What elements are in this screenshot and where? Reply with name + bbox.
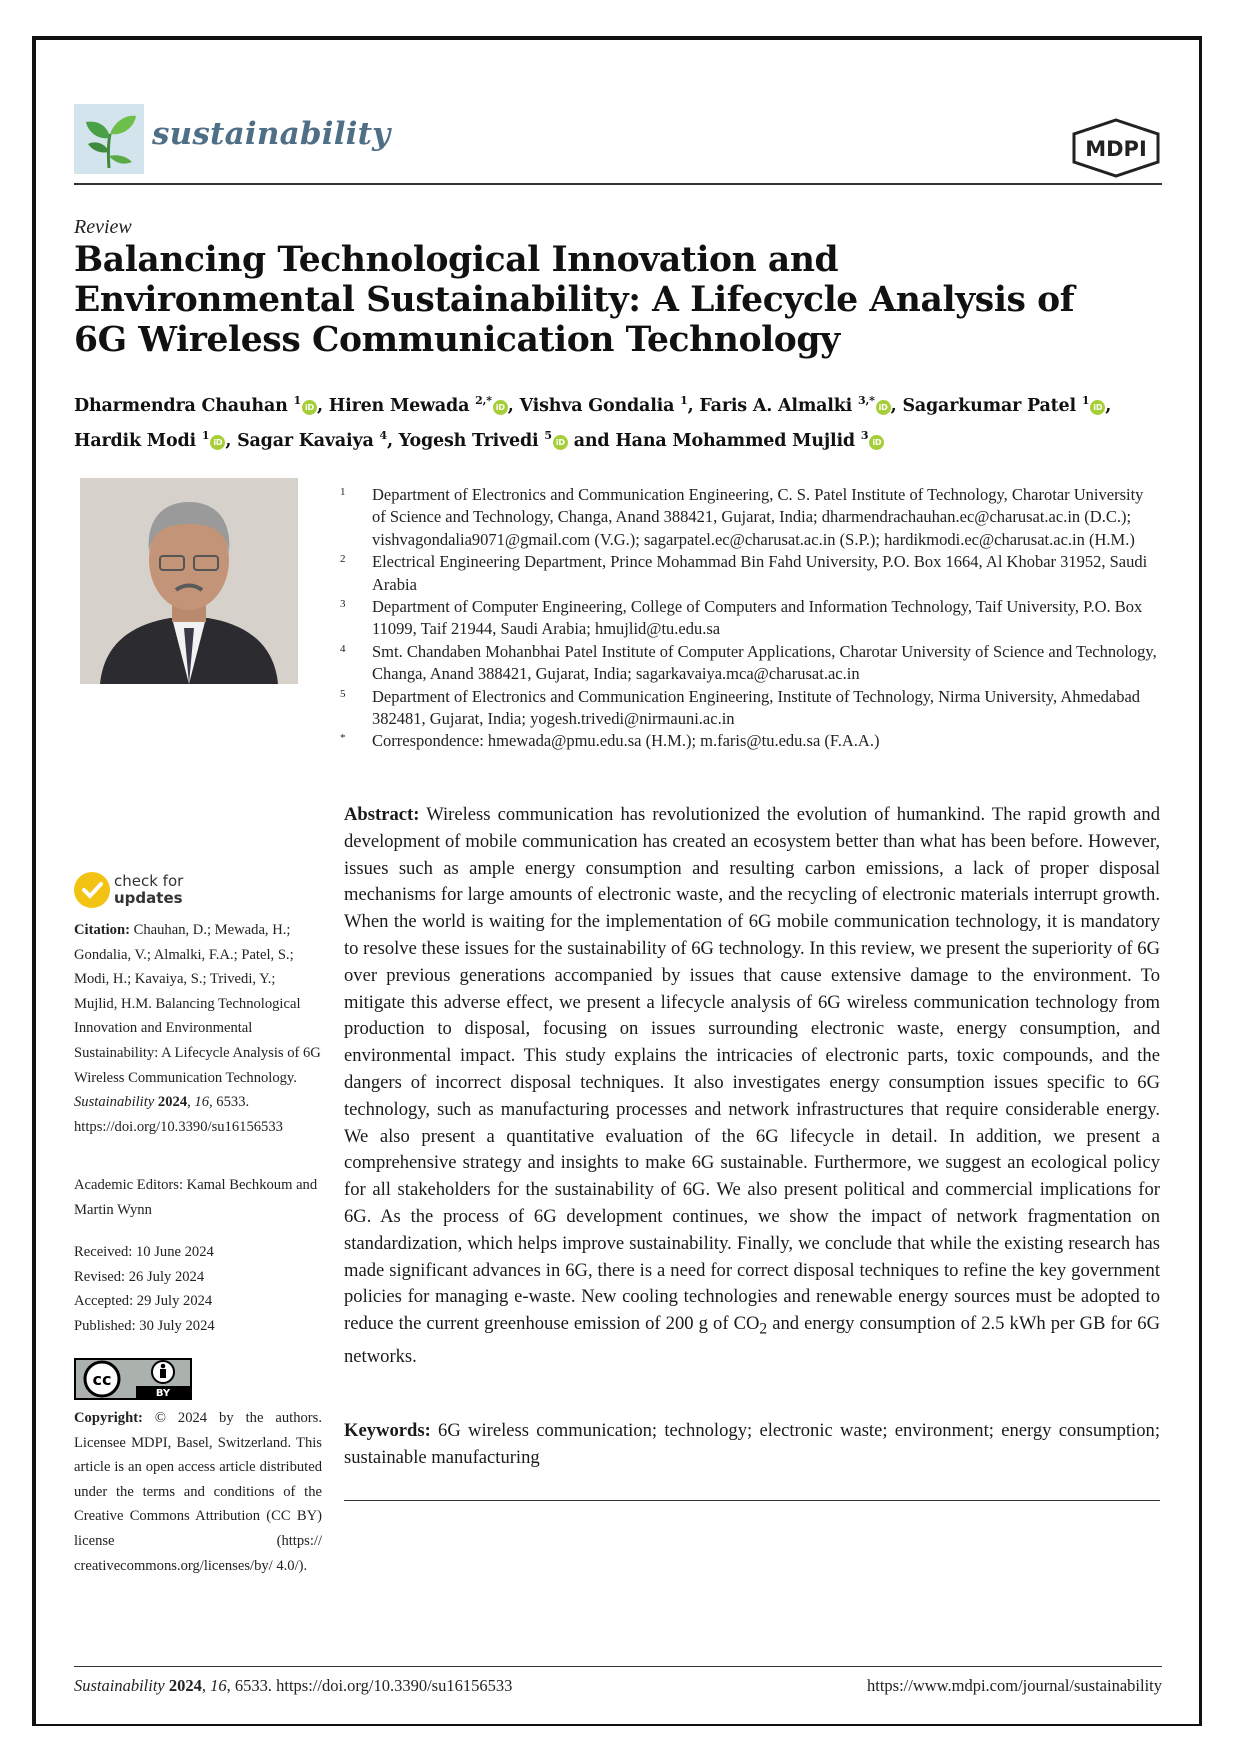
body-rule: [344, 1500, 1160, 1501]
footer-doi[interactable]: , 6533. https://doi.org/10.3390/su16156533: [226, 1676, 513, 1695]
orcid-icon[interactable]: iD: [1090, 400, 1105, 415]
affiliation-text: Department of Electronics and Communication Engineering, C. S. Patel Institute of Technology, Charotar University of Science and Technology, Changa, Anand 388421, Gujarat, India; dharmendrachauhan.ec@charusat.ac.in (D.C.); vishvagondalia9071@gmail.com (V.G.); sagarpatel.ec@charusat.ac.in (S.P.); hardikmodi.ec@charusat.ac.in (H.M.): [372, 485, 1144, 549]
published-date: Published: 30 July 2024: [74, 1317, 215, 1334]
received-date: Received: 10 June 2024: [74, 1244, 214, 1260]
keywords-text: 6G wireless communication; technology; electronic waste; environment; energy consumption; sustainable manufacturing: [344, 1420, 1160, 1468]
citation-label: Citation:: [74, 922, 130, 938]
orcid-icon[interactable]: iD: [302, 400, 317, 415]
cc-by-license-badge[interactable]: [74, 1358, 192, 1400]
affiliation-number: 4: [340, 642, 346, 655]
author-name[interactable]: Vishva Gondalia: [519, 395, 675, 416]
abstract-text: Wireless communication has revolutionized the evolution of humankind. The rapid growth and development of mobile communication has created an ecosystem better than what has been before. However, issues such as ample energy consumption and resulting carbon emissions, a lack of proper disposal mechanisms for large amounts of electronic waste, and the recycling of electronic materials interrupt growth. When the world is waiting for the implementation of 6G mobile communication technology, it is mandatory to resolve these issues for the sustainability of 6G technology. In this review, we present the superiority of 6G over previous generations accompanied by issues that cause extensive damage to the environment. To mitigate this adverse effect, we present a lifecycle analysis of 6G wireless communication technology from production to disposal, focusing on issues surrounding electronic waste, energy consumption, and environmental impact. This study explains the intricacies of electronic parts, toxic compounds, and the dangers of incorrect disposal techniques. It also investigates energy consumption issues specific to 6G technology, such as manufacturing processes and network infrastructures that require considerable energy. We also present a quantitative evaluation of the 6G lifecycle in detail. In addition, we present a comprehensive strategy and insights to make 6G sustainable. Furthermore, we suggest an ecological policy for all stakeholders for the sustainability of 6G. We also present political and commercial implications for 6G. As the process of 6G development continues, we show the impact of network fragmentation on standardization, which helps improve sustainability. Finally, we conclude that while the existing research has made significant advances in 6G, there is a need for correct disposal techniques to refine the key government policies for managing e-waste. New cooling technologies and renewable energy sources must be adopted to reduce the current greenhouse emission of 200 g of CO: [344, 804, 1160, 1335]
copyright-label: Copyright:: [74, 1410, 143, 1426]
author-name[interactable]: Hardik Modi: [74, 430, 196, 451]
footer-rule: [74, 1666, 1162, 1667]
abstract-label: Abstract:: [344, 804, 420, 825]
author-affiliation-sup: 2,*: [475, 394, 492, 407]
affiliation-number: 3: [340, 598, 346, 611]
svg-text:MDPI: MDPI: [1085, 137, 1147, 161]
author-name[interactable]: Faris A. Almalki: [699, 395, 853, 416]
author-affiliation-sup: 5: [544, 428, 552, 442]
footer-year: 2024: [168, 1676, 202, 1695]
citation-year: 2024: [157, 1094, 188, 1111]
journal-logo-icon: [74, 104, 144, 174]
check-updates-icon: [74, 872, 110, 908]
affiliation-item: [340, 641, 1160, 686]
svg-text:cc: cc: [92, 1370, 112, 1389]
citation-doi[interactable]: , 6533. https://doi.org/10.3390/su16156533: [74, 1094, 283, 1135]
footer-volume: 16: [210, 1676, 227, 1695]
affiliation-number: *: [340, 732, 346, 745]
affiliation-item: [340, 484, 1160, 551]
accepted-date: Accepted: 29 July 2024: [74, 1293, 213, 1310]
svg-text:BY: BY: [155, 1388, 171, 1399]
affiliation-number: 1: [340, 486, 346, 498]
affiliation-item: [340, 730, 1160, 752]
check-updates-line1: check for: [114, 872, 184, 890]
author-portrait: [80, 478, 298, 684]
mdpi-logo: [1070, 118, 1162, 178]
author-affiliation-sup: 1: [680, 394, 688, 407]
keywords-label: Keywords:: [344, 1420, 431, 1441]
citation-journal: Sustainability: [74, 1094, 155, 1111]
author-name[interactable]: Sagarkumar Patel: [902, 395, 1076, 416]
check-updates-line2: updates: [114, 889, 183, 907]
author-affiliation-sup: 3: [860, 428, 869, 442]
footer-url[interactable]: https://www.mdpi.com/journal/sustainability: [867, 1676, 1162, 1695]
academic-editors: Academic Editors: Kamal Bechkoum and Martin Wynn: [74, 1177, 318, 1218]
author-affiliation-sup: 3,*: [858, 394, 875, 407]
author-affiliation-sup: 4: [379, 428, 387, 442]
author-name[interactable]: Hiren Mewada: [328, 395, 470, 416]
orcid-icon[interactable]: iD: [876, 400, 891, 415]
author-affiliation-sup: 1: [201, 428, 210, 442]
revised-date: Revised: 26 July 2024: [74, 1268, 205, 1285]
affiliation-text: Smt. Chandaben Mohanbhai Patel Institute of Computer Applications, Charotar University of Science and Technology, Changa, Anand 388421, Gujarat, India; sagarkavaiya.mca@charusat.ac.in: [372, 641, 1157, 684]
affiliation-text: Department of Computer Engineering, College of Computers and Information Technology, Taif University, P.O. Box 11099, Taif 21944, Saudi Arabia; hmujlid@tu.edu.sa: [372, 597, 1143, 639]
footer-citation: Sustainability 2024, 16, 6533. https://doi.org/10.3390/su16156533: [74, 1676, 513, 1695]
footer-journal: Sustainability: [74, 1676, 165, 1695]
author-list: Dharmendra Chauhan $^1$iD , Hiren Mewada $^{2,*}$iD , Vishva Gondalia $^1$, Faris A. Almalki $^{3,*}$iD , Sagarkumar Patel $^1$iD , Hardik Modi $^1$iD , Sagar Kavaiya $^4$, Yogesh Trivedi $^5$iD and Hana Mohammed Mujlid $^3$iD: [74, 394, 1112, 451]
affiliation-text: Department of Electronics and Communication Engineering, Institute of Technology, Nirma University, Ahmedabad 382481, Gujarat, India; yogesh.trivedi@nirmauni.ac.in: [372, 686, 1141, 729]
affiliation-item: [340, 686, 1160, 731]
orcid-icon[interactable]: iD: [553, 435, 568, 450]
affiliation-number: 2: [340, 553, 346, 566]
copyright: [74, 1406, 322, 1578]
orcid-icon[interactable]: iD: [869, 435, 884, 450]
keywords: [344, 1418, 1160, 1472]
orcid-icon[interactable]: iD: [210, 435, 225, 450]
author-affiliation-sup: 1: [293, 394, 301, 407]
abstract: [344, 802, 1160, 1370]
affiliation-text: Electrical Engineering Department, Prince Mohammad Bin Fahd University, P.O. Box 1664, Al Khobar 31952, Saudi Arabia: [372, 552, 1148, 594]
citation-text: Chauhan, D.; Mewada, H.; Gondalia, V.; Almalki, F.A.; Patel, S.; Modi, H.; Kavaiya, S.; Trivedi, Y.; Mujlid, H.M. Balancing Technological Innovation and Environmental Sustainability: A Lifecycle Analysis of 6G Wireless Communication Technology.: [74, 922, 321, 1086]
affiliation-number: 5: [340, 687, 346, 700]
article-title: Balancing Technological Innovation and Environmental Sustainability: A Lifecycle Analysis of 6G Wireless Communication Technology: [74, 240, 1075, 360]
publication-dates: [74, 1240, 322, 1338]
citation: Citation: Chauhan, D.; Mewada, H.; Gondalia, V.; Almalki, F.A.; Patel, S.; Modi, H.; Kavaiya, S.; Trivedi, Y.; Mujlid, H.M. Balancing Technological Innovation and Environmental Sustainability: A Lifecycle Analysis of 6G Wireless Communication Technology. Sustainability 2024, 16, 6533. https://doi.org/10.3390/su16156533: [74, 922, 321, 1135]
copyright-text: © 2024 by the authors. Licensee MDPI, Basel, Switzerland. This article is an open access article distributed under the terms and conditions of the Creative Commons Attribution (CC BY) license (https:// creativecommons.org/licenses/by/ 4.0/).: [74, 1410, 322, 1574]
author-conjunction: and: [573, 430, 610, 451]
affiliation-item: [340, 551, 1160, 596]
affiliations: [340, 484, 1160, 753]
citation-volume: 16: [194, 1094, 209, 1111]
header-rule: [74, 183, 1162, 185]
author-name[interactable]: Dharmendra Chauhan: [74, 395, 288, 416]
affiliation-text: Correspondence: hmewada@pmu.edu.sa (H.M.); m.faris@tu.edu.sa (F.A.A.): [372, 731, 880, 751]
orcid-icon[interactable]: iD: [493, 400, 508, 415]
affiliation-item: [340, 596, 1160, 641]
abstract-subscript: 2: [759, 1320, 768, 1338]
article-type: Review: [74, 216, 132, 238]
abstract-text-end: and energy consumption of 2.5 kWh per GB for 6G networks.: [344, 1313, 1160, 1367]
author-name[interactable]: Sagar Kavaiya: [237, 430, 374, 451]
author-name[interactable]: Hana Mohammed Mujlid: [615, 430, 855, 451]
journal-name: sustainability: [152, 116, 391, 152]
author-affiliation-sup: 1: [1081, 394, 1090, 407]
author-name[interactable]: Yogesh Trivedi: [398, 430, 539, 451]
check-for-updates-button[interactable]: [74, 872, 214, 916]
